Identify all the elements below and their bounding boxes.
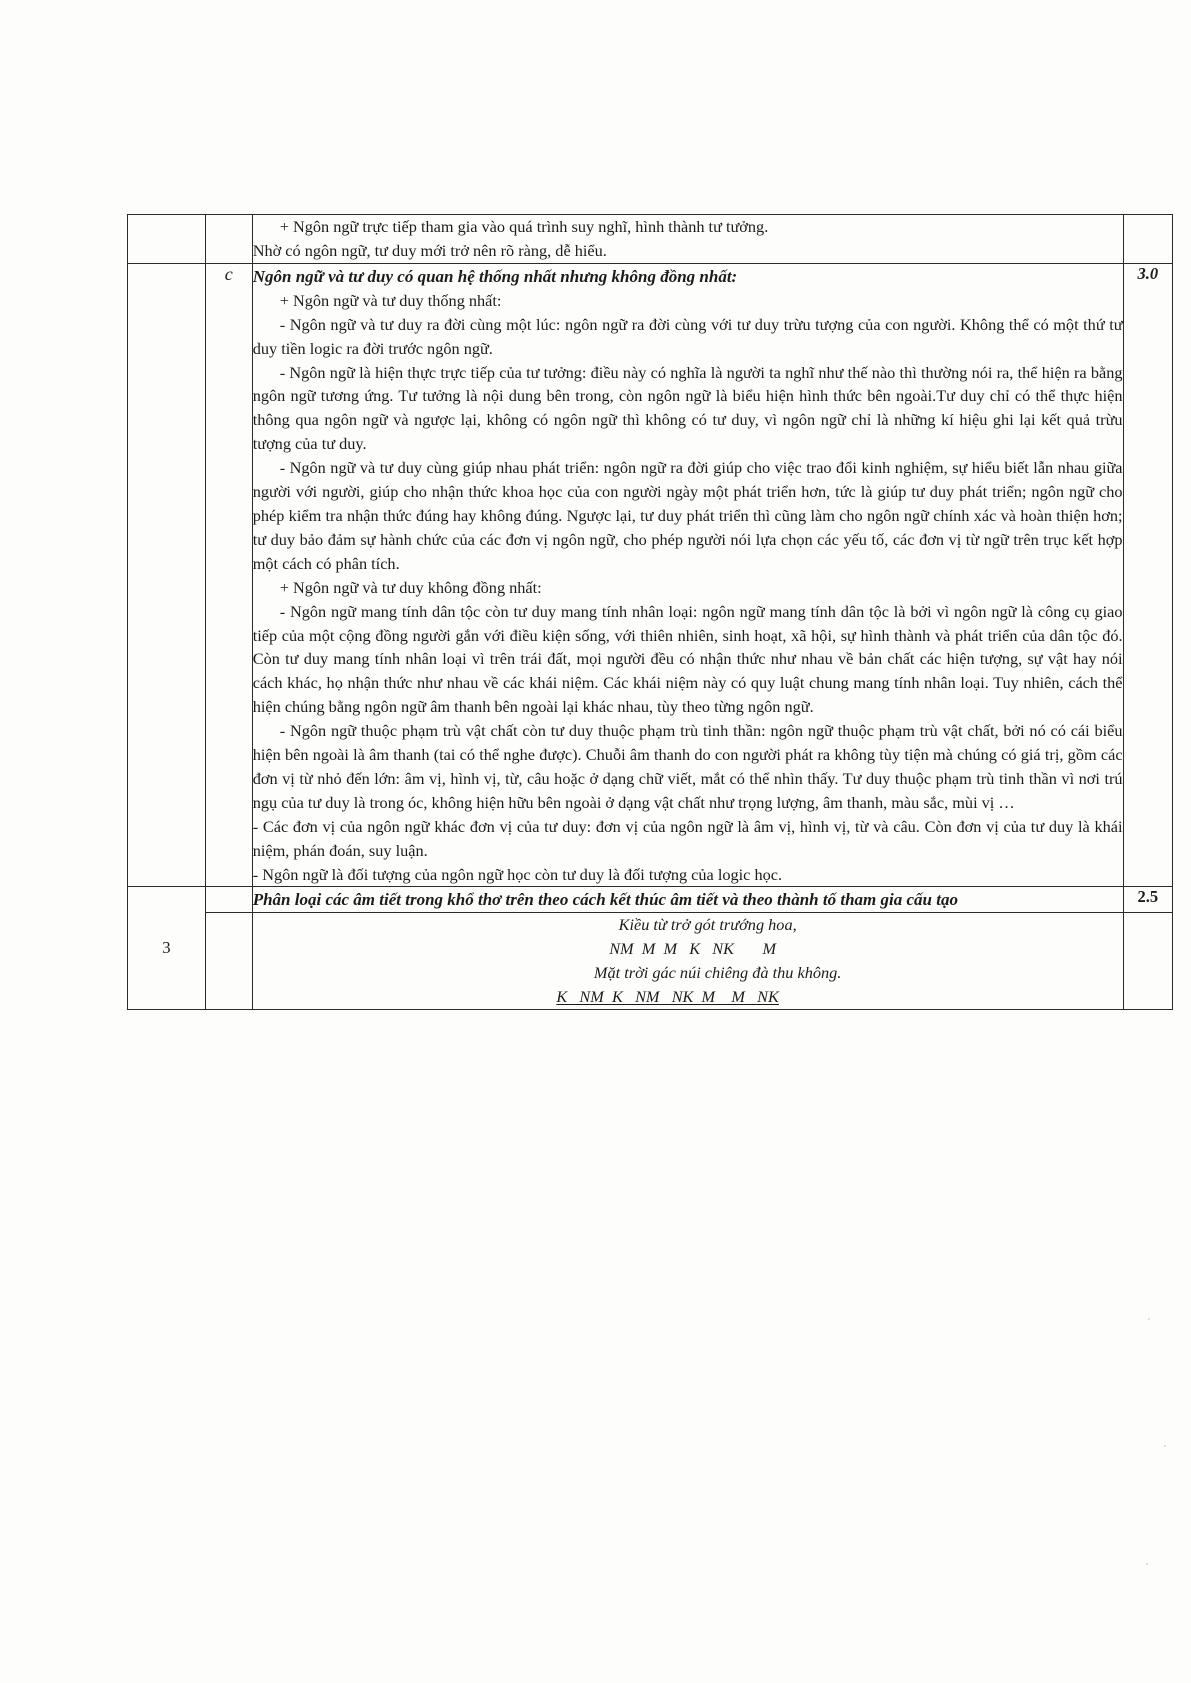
table-row-section-3-poem: [128, 913, 1173, 1010]
table-row-section-3-heading: [128, 887, 1173, 913]
scan-speck: [1164, 1445, 1166, 1447]
paragraph: - Ngôn ngữ là hiện thực trực tiếp của tư tưởng: điều này có nghĩa là người ta nghĩ như thế nào thì thường nói ra, thể hiện ra bằng ngôn ngữ tương ứng. Tư tưởng là nội dung bên trong, còn ngôn ngữ là biểu hiện hình thức bên ngoài.Tư duy chỉ có thể thực hiện thông qua ngôn ngữ và ngược lại, không có ngôn ngữ thì không có tư duy, vì ngôn ngữ chỉ là những kí hiệu ghi lại kết quả trừu tượng của tư duy.: [252, 362, 1123, 454]
cell-part-empty: [205, 887, 252, 913]
paragraph: - Ngôn ngữ là đối tượng của ngôn ngữ học còn tư duy là đối tượng của logic học.: [252, 864, 783, 884]
cell-question-empty: [128, 263, 206, 887]
text-line: + Ngôn ngữ trực tiếp tham gia vào quá trình suy nghĩ, hình thành tư tưởng.: [279, 217, 769, 236]
cell-poem: [252, 913, 1123, 1010]
answer-key-table: [127, 214, 1173, 1010]
poem-syllable-codes: NM M M K NK M: [609, 939, 777, 959]
paragraph: - Các đơn vị của ngôn ngữ khác đơn vị của tư duy: đơn vị của ngôn ngữ là âm vị, hình vị, từ và câu. Còn đơn vị của tư duy là khái niệm, phán đoán, suy luận.: [252, 816, 1123, 860]
paragraph: + Ngôn ngữ và tư duy thống nhất:: [279, 290, 502, 310]
score-value: 3.0: [1123, 263, 1172, 887]
poem-line: Kiều từ trở gót trướng hoa,: [618, 915, 797, 935]
question-number: 3: [128, 887, 206, 1010]
section-heading: Ngôn ngữ và tư duy có quan hệ thống nhất nhưng không đồng nhất:: [252, 266, 738, 286]
paragraph: + Ngôn ngữ và tư duy không đồng nhất:: [279, 577, 542, 597]
cell-part-empty: [205, 215, 252, 264]
paragraph: - Ngôn ngữ thuộc phạm trù vật chất còn tư duy thuộc phạm trù tinh thần: ngôn ngữ thuộc phạm trù vật chất, bởi nó có cái biểu hiện bên ngoài là âm thanh (tai có thể nghe được). Chuỗi âm thanh do con người phát ra không tùy tiện mà chúng có giá trị, gồm các đơn vị từ nhỏ đến lớn: âm vị, hình vị, từ, câu hoặc ở dạng chữ viết, mắt có thể nhìn thấy. Tư duy thuộc phạm trù tinh thần vì nơi trú ngụ của tư duy là trong óc, không hiện hữu bên ngoài ở dạng vật chất như trọng lượng, âm thanh, màu sắc, mùi vị …: [252, 721, 1123, 812]
paragraph: - Ngôn ngữ và tư duy ra đời cùng một lúc: ngôn ngữ ra đời cùng với tư duy trừu tượng của con người. Không thể có một thứ tư duy tiền logic ra đời trước ngôn ngữ.: [252, 314, 1123, 358]
text-line: Nhờ có ngôn ngữ, tư duy mới trở nên rõ ràng, dễ hiểu.: [252, 240, 607, 260]
cell-content-continuation: [252, 215, 1123, 264]
paragraph: - Ngôn ngữ và tư duy cùng giúp nhau phát triển: ngôn ngữ ra đời giúp cho việc trao đổi kinh nghiệm, sự hiểu biết lẫn nhau giữa người với người, giúp cho nhận thức khoa học của con người ngày một phát triển hơn, tức là giúp tư duy phát triển; ngôn ngữ cho phép kiểm tra nhận thức đúng hay không đúng. Ngược lại, tư duy phát triển thì cũng làm cho ngôn ngữ chính xác và hoàn thiện hơn; tư duy bảo đảm sự hành chức của các đơn vị ngôn ngữ, cho phép người nói lựa chọn các yếu tố, các đơn vị từ ngữ trên trục kết hợp một cách có phân tích.: [252, 458, 1123, 573]
paragraph: - Ngôn ngữ mang tính dân tộc còn tư duy mang tính nhân loại: ngôn ngữ mang tính dân tộc là bởi vì ngôn ngữ là công cụ giao tiếp của một cộng đồng người gắn với điều kiện sống, với thiên nhiên, sinh hoạt, xã hội, sự hình thành và phát triển của dân tộc đó. Còn tư duy mang tính nhân loại vì trên trái đất, mọi người đều có nhận thức như nhau về bản chất các hiện tượng, sự vật hay nói cách khác, họ nhận thức như nhau về các khái niệm. Các khái niệm này có quy luật chung mang tính nhân loại. Tuy nhiên, cách thể hiện chúng bằng ngôn ngữ âm thanh bên ngoài lại khác nhau, tùy theo từng ngôn ngữ.: [252, 601, 1123, 717]
cell-question-empty: [128, 215, 206, 264]
scan-speck: [1146, 1563, 1148, 1565]
part-label: c: [205, 263, 252, 887]
cell-score-empty: [1123, 215, 1172, 264]
poem-syllable-codes: K NM K NM NK M M NK: [556, 987, 779, 1007]
cell-part-empty: [205, 913, 252, 1010]
cell-content-section-c: [252, 263, 1123, 887]
table-row-continuation: [128, 215, 1173, 264]
score-value: 2.5: [1123, 887, 1172, 913]
section-heading: Phân loại các âm tiết trong khổ thơ trên theo cách kết thúc âm tiết và theo thành tố tham gia cấu tạo: [252, 890, 958, 910]
poem-line: Mặt trời gác núi chiêng đà thu không.: [593, 963, 842, 983]
cell-score-empty: [1123, 913, 1172, 1010]
scan-speck: [1148, 1318, 1150, 1320]
table-row-section-c: [128, 263, 1173, 887]
cell-content-section-3: [252, 887, 1123, 913]
